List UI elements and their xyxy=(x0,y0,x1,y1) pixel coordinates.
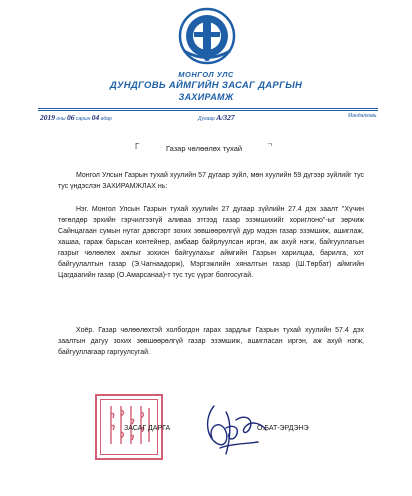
number-value: А/327 xyxy=(216,113,235,122)
paragraph-text: Хоёр. Газар чөлөөлөхтэй холбогдон гарах зардлыг Газрын тухай хуулийн 57.4 дэх заалтын дагуу зохих зөвшөөрөлгүй газар эзэмшиж, ашигласан иргэн, аж ахуй нэгж, байгууллагаар гаргуулсугай. xyxy=(58,327,364,356)
date-day-label: өдөр xyxy=(100,116,112,122)
signatory-title: ЗАСАГ ДАРГА xyxy=(124,425,171,432)
corner-mark-left: Г xyxy=(135,142,140,151)
header-organization: ДУНДГОВЬ АЙМГИЙН ЗАСАГ ДАРГЫН xyxy=(109,80,303,91)
number-label: Дугаар xyxy=(198,116,215,122)
date-year: 2019 xyxy=(40,113,55,122)
date-year-label: оны xyxy=(56,116,66,122)
header-country: МОНГОЛ УЛС xyxy=(178,70,234,79)
document-place: Мандалговь xyxy=(348,113,377,119)
header-document-type: ЗАХИРАМЖ xyxy=(178,92,234,102)
header-rule-thin xyxy=(38,110,378,111)
header-rule xyxy=(38,108,378,109)
document-subject: Газар чөлөөлөх тухай xyxy=(166,144,243,153)
corner-mark-right: ᄀ xyxy=(266,143,274,152)
state-emblem-icon xyxy=(176,6,238,66)
date-day: 04 xyxy=(91,113,100,122)
date-month-label: сарын xyxy=(75,116,91,122)
paragraph-text: Монгол Улсын Газрын тухай хуулийн 57 дугаар зүйл, мөн хуулийн 59 дүгээр зүйлийг тус тус үндэслэн ЗАХИРАМЖЛАХ нь: xyxy=(58,172,364,190)
body-paragraph-2 xyxy=(58,204,364,281)
body-paragraph-1 xyxy=(58,170,364,192)
body-paragraph-3 xyxy=(58,325,364,358)
document-number xyxy=(198,113,235,122)
paragraph-text: Нэг. Монгол Улсын Газрын тухай хуулийн 27 дугаар зүйлийн 27.4 дэх заалт "Хүчин төгөлдөр эрхийн гэрчилгээгүй аливаа этгээд газар эзэмшихийг хориглоно"-ыг зөрчиж Сайнцагаан сумын нутаг дэвсгэрт зохих зөвшөөрөлгүй дур мэдэн газар эзэмшиж, ашиглаж, хашаа, гараж барьсан контейнер, амбаар байрлуулсан иргэн, аж ахуй нэгж, байгууллагын газрыг чөлөөлөх ажлыг зохион байгуулахыг аймгийн Газрын харилцаа, барилга, хот байгуулалтын газар (Э.Чагнаадорж), Мэргэжлийн хяналтын газар (Ш.Төрбат) аймгийн Цагдаагийн газар (О.Амарсанаа)-т тус тус үүрэг болгосугай. xyxy=(58,206,364,279)
date-month: 06 xyxy=(67,113,75,122)
signatory-name: О.БАТ-ЭРДЭНЭ xyxy=(257,425,309,432)
document-date xyxy=(40,113,112,122)
